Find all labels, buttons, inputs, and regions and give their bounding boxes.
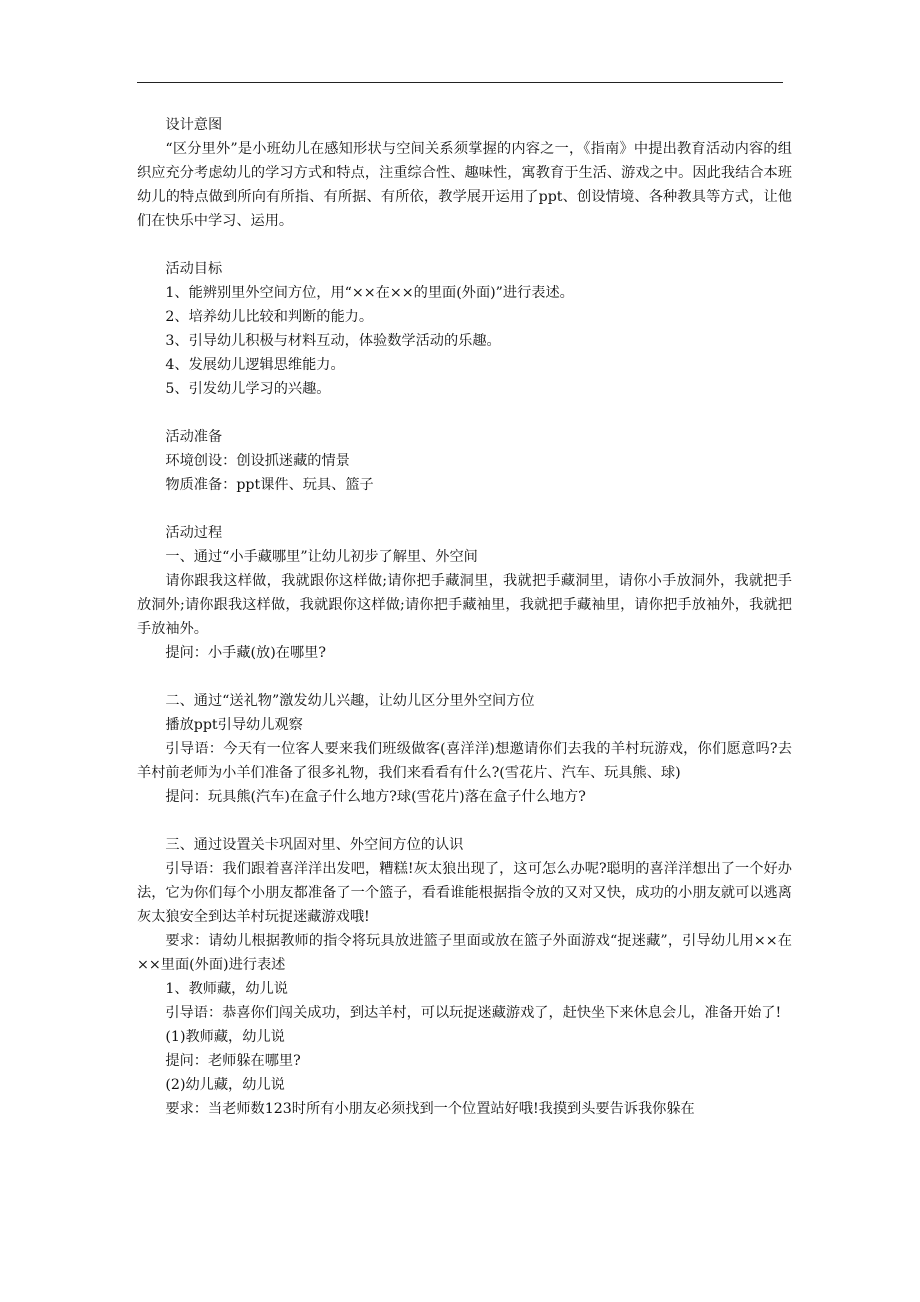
document-body (137, 113, 792, 1121)
paragraph: (1)教师藏，幼儿说 (165, 1029, 285, 1045)
section-heading: 三、通过设置关卡巩固对里、外空间方位的认识 (165, 837, 464, 853)
spacer (137, 401, 792, 425)
paragraph: 环境创设：创设抓迷藏的情景 (165, 453, 350, 469)
paragraph: 一、通过“小手藏哪里”让幼儿初步了解里、外空间 (165, 549, 478, 565)
paragraph: 引导语：今天有一位客人要来我们班级做客(喜洋洋)想邀请你们去我的羊村玩游戏，你们愿意吗?去羊村前老师为小羊们准备了很多礼物，我们来看看有什么?(雪花片、汽车、玩具熊、球) (137, 741, 792, 781)
list-item: 1、能辨别里外空间方位，用“××在××的里面(外面)”进行表述。 (165, 285, 574, 301)
paragraph: 物质准备：ppt课件、玩具、篮子 (165, 477, 374, 493)
paragraph: 引导语：恭喜你们闯关成功，到达羊村，可以玩捉迷藏游戏了，赶快坐下来休息会儿，准备开始了! (165, 1005, 782, 1021)
spacer (137, 233, 792, 257)
paragraph: 请你跟我这样做，我就跟你这样做;请你把手藏洞里，我就把手藏洞里，请你小手放洞外，我就把手放洞外;请你跟我这样做，我就跟你这样做;请你把手藏袖里，我就把手藏袖里，请你把手放袖外，我就把手放袖外。 (137, 573, 792, 637)
paragraph: 要求：当老师数123时所有小朋友必须找到一个位置站好哦!我摸到头要告诉我你躲在 (165, 1101, 695, 1117)
paragraph: 提问：小手藏(放)在哪里? (165, 645, 326, 661)
list-item: 5、引发幼儿学习的兴趣。 (165, 381, 331, 397)
section-heading: 设计意图 (165, 117, 223, 133)
spacer (137, 497, 792, 521)
paragraph: 提问：老师躲在哪里? (165, 1053, 301, 1069)
paragraph: (2)幼儿藏，幼儿说 (165, 1077, 285, 1093)
list-item: 4、发展幼儿逻辑思维能力。 (165, 357, 345, 373)
paragraph: 要求：请幼儿根据教师的指令将玩具放进篮子里面或放在篮子外面游戏“捉迷藏”，引导幼儿用××在××里面(外面)进行表述 (137, 933, 792, 973)
paragraph: 1、教师藏，幼儿说 (165, 981, 288, 997)
section-heading: 二、通过“送礼物”激发幼儿兴趣，让幼儿区分里外空间方位 (165, 693, 535, 709)
section-heading: 活动目标 (165, 261, 223, 277)
header-rule (137, 82, 783, 83)
paragraph: “区分里外”是小班幼儿在感知形状与空间关系须掌握的内容之一，《指南》中提出教育活动内容的组织应充分考虑幼儿的学习方式和特点，注重综合性、趣味性，寓教育于生活、游戏之中。因此我结合本班幼儿的特点做到所向有所指、有所据、有所依，教学展开运用了ppt、创设情境、各种教具等方式，让他们在快乐中学习、运用。 (137, 141, 792, 229)
list-item: 2、培养幼儿比较和判断的能力。 (165, 309, 374, 325)
section-heading: 活动过程 (165, 525, 223, 541)
paragraph: 播放ppt引导幼儿观察 (165, 717, 303, 733)
section-heading: 活动准备 (165, 429, 223, 445)
list-item: 3、引导幼儿积极与材料互动，体验数学活动的乐趣。 (165, 333, 501, 349)
paragraph: 提问：玩具熊(汽车)在盒子什么地方?球(雪花片)落在盒子什么地方? (165, 789, 586, 805)
spacer (137, 809, 792, 833)
spacer (137, 665, 792, 689)
paragraph: 引导语：我们跟着喜洋洋出发吧，糟糕!灰太狼出现了，这可怎么办呢?聪明的喜洋洋想出了一个好办法，它为你们每个小朋友都准备了一个篮子，看看谁能根据指令放的又对又快，成功的小朋友就可以逃离灰太狼安全到达羊村玩捉迷藏游戏哦! (137, 861, 792, 925)
